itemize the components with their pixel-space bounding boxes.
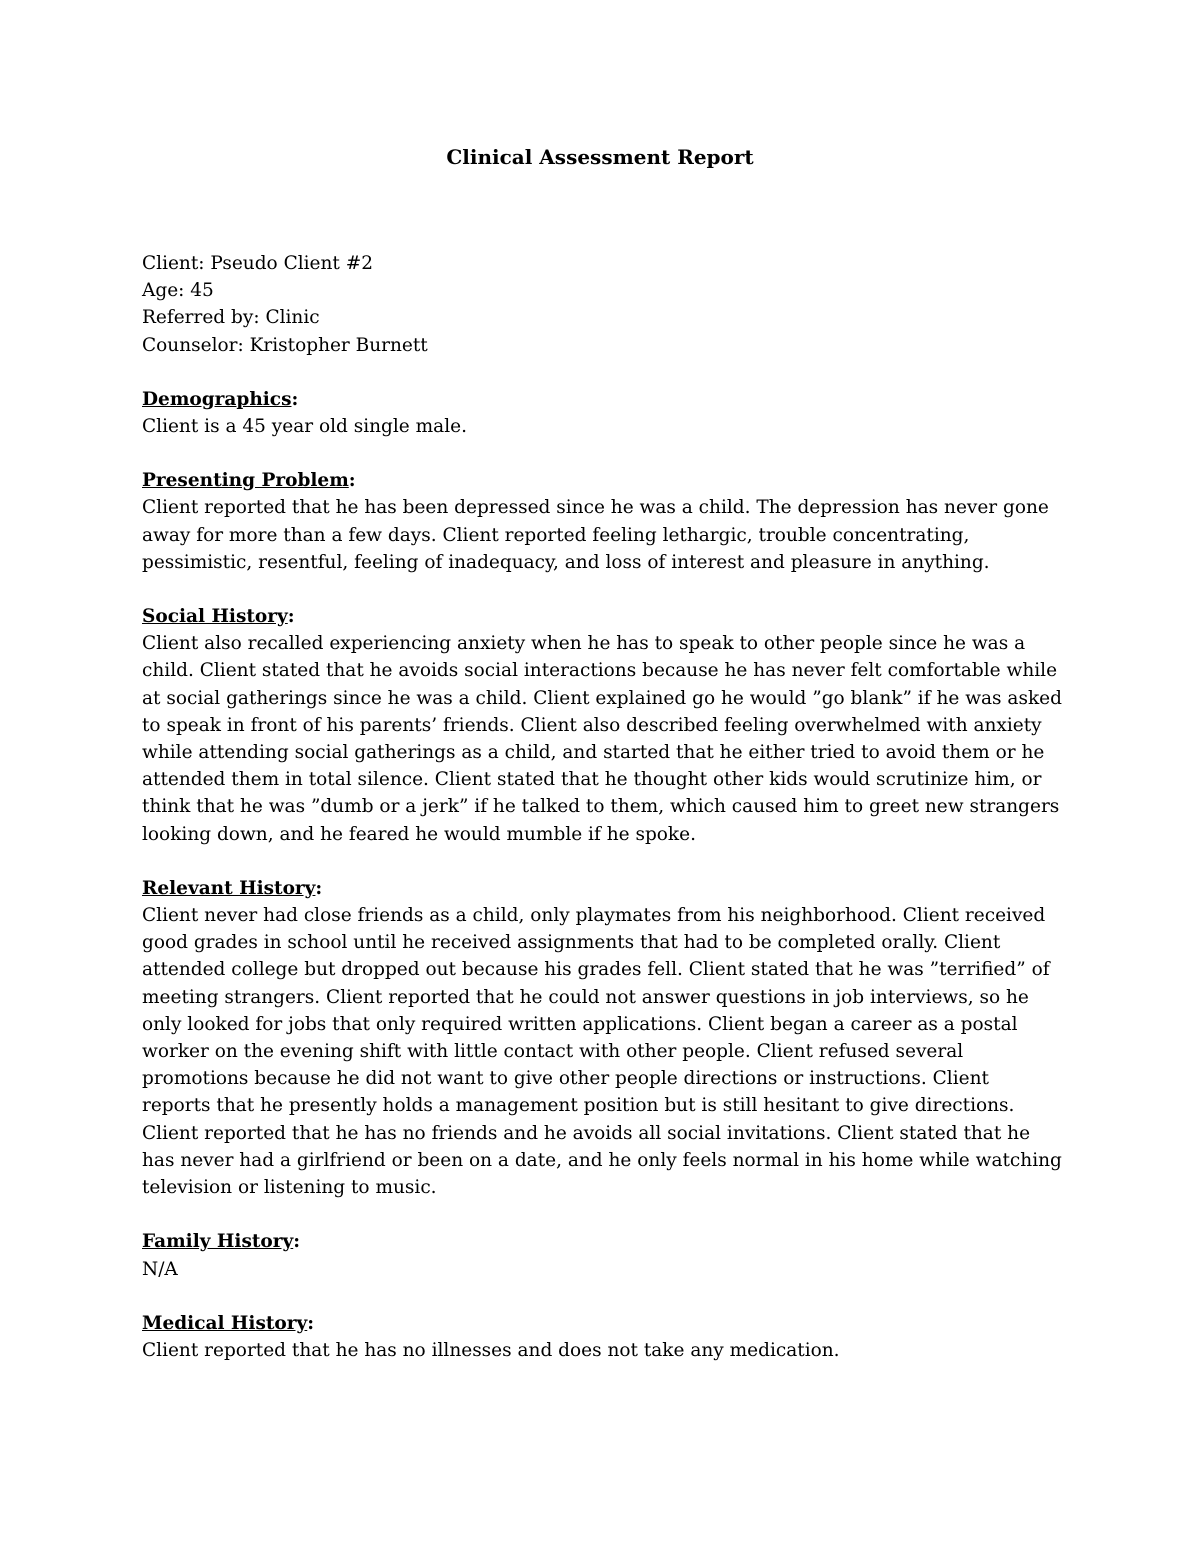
section-heading [142,1228,1062,1255]
client-name-line: Client: Pseudo Client #2 [142,253,374,274]
section-heading-colon: : [348,470,356,492]
report-title: Clinical Assessment Report [446,145,754,169]
report-content [142,250,1062,1391]
section-heading-text: Social History [142,606,288,628]
section-heading [142,875,1062,902]
section-body: N/A [142,1258,178,1280]
section-heading-colon: : [293,1231,301,1253]
section-heading [142,467,1062,494]
section-presenting-problem [142,467,1062,576]
referred-by-line: Referred by: Clinic [142,307,320,329]
section-heading-text: Relevant History [142,877,316,899]
client-age-line: Age: 45 [142,280,214,302]
section-heading-text: Family History [142,1231,294,1253]
section-body: Client never had close friends as a child, only playmates from his neighborhood. Client received good grades in school until he received assignments that had to be completed orally. Client attended college but dropped out because his grades fell. Client stated that he was ”terrified” of meeting strangers. Client reported that he could not answer questions in job interviews, so he only looked for jobs that only required written applications. Client began a career as a postal worker on the evening shift with little contact with other people. Client refused several promotions because he did not want to give other people directions or instructions. Client reports that he presently holds a management position but is still hesitant to give directions. Client reported that he has no friends and he avoids all social invitations. Client stated that he has never had a girlfriend or been on a date, and he only feels normal in his home while watching television or listening to music. [142,905,1062,1199]
section-heading-colon: : [315,877,323,899]
section-heading-colon: : [287,606,295,628]
section-heading [142,386,1062,413]
section-heading [142,603,1062,630]
section-medical-history [142,1310,1062,1364]
section-social-history [142,603,1062,848]
section-relevant-history [142,875,1062,1201]
section-body: Client also recalled experiencing anxiety when he has to speak to other people since he was a child. Client stated that he avoids social interactions because he has never felt comfortable while at social gatherings since he was a child. Client explained go he would ”go blank” if he was asked to speak in front of his parents’ friends. Client also described feeling overwhelmed with anxiety while attending social gatherings as a child, and started that he either tried to avoid them or he attended them in total silence. Client stated that he thought other kids would scrutinize him, or think that he was ”dumb or a jerk” if he talked to them, which caused him to greet new strangers looking down, and he feared he would mumble if he spoke. [142,633,1062,845]
section-body: Client reported that he has no illnesses and does not take any medication. [142,1339,840,1361]
section-heading-text: Demographics [142,388,292,410]
section-heading-colon: : [307,1312,315,1334]
section-heading-text: Presenting Problem [142,470,349,492]
section-heading-text: Medical History [142,1312,308,1334]
section-heading-colon: : [291,388,299,410]
section-demographics [142,386,1062,440]
client-info-block [142,250,1062,359]
counselor-line: Counselor: Kristopher Burnett [142,334,428,356]
section-heading [142,1310,1062,1337]
section-body: Client reported that he has been depressed since he was a child. The depression has never gone away for more than a few days. Client reported feeling lethargic, trouble concentrating, pessimistic, resentful, feeling of inadequacy, and loss of interest and pleasure in anything. [142,497,1049,573]
section-family-history [142,1228,1062,1282]
section-body: Client is a 45 year old single male. [142,416,467,438]
